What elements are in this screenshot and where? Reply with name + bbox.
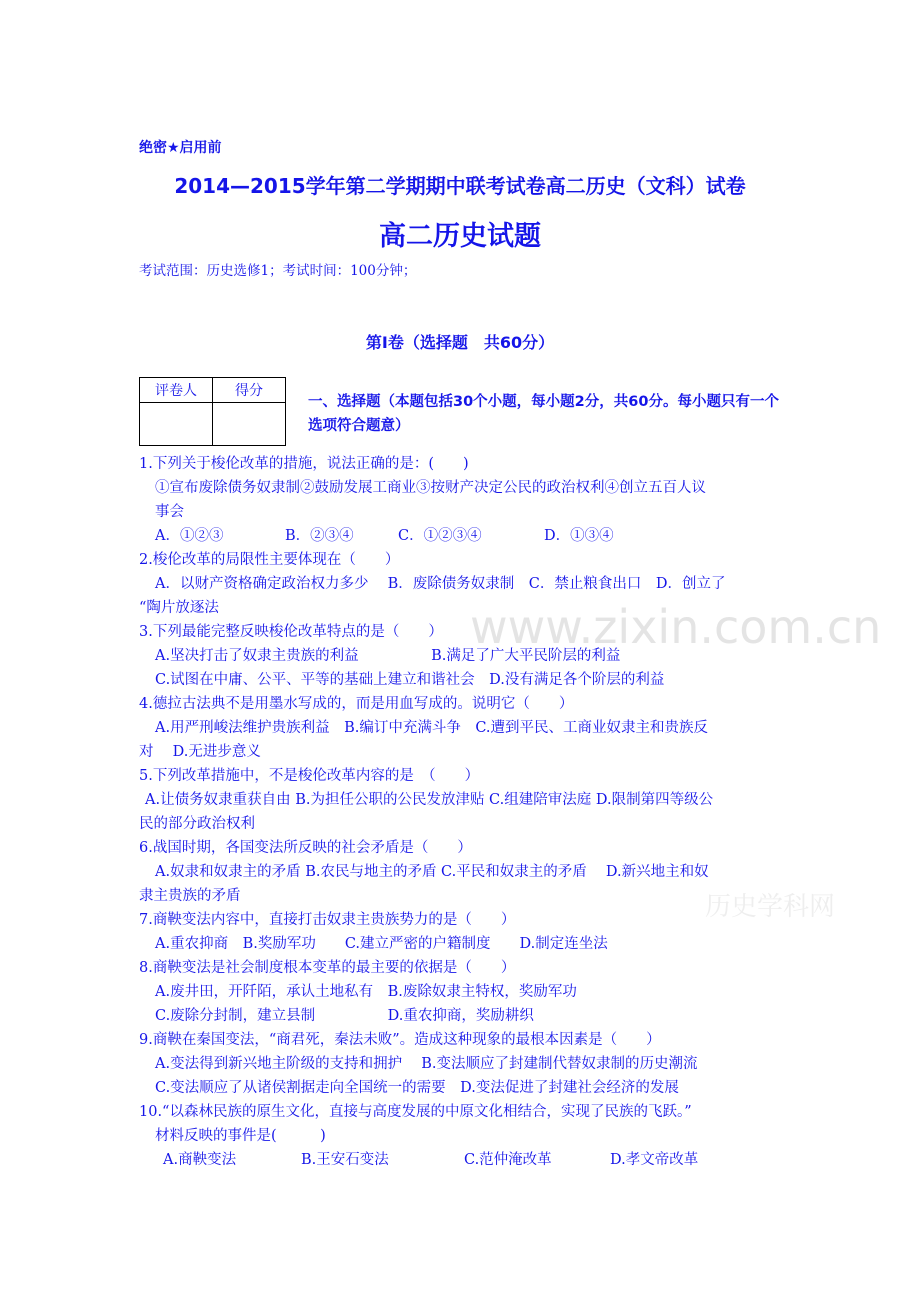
question-4 <box>139 692 789 764</box>
question-stem: 6.战国时期，各国变法所反映的社会矛盾是（ ） <box>139 840 472 856</box>
question-stem: 4.德拉古法典不是用墨水写成的，而是用血写成的。说明它（ ） <box>139 696 574 712</box>
question-line: 隶主贵族的矛盾 <box>139 888 241 904</box>
question-line: A.重农抑商 B.奖励军功 C.建立严密的户籍制度 D.制定连坐法 <box>155 936 608 952</box>
option-a: A.商鞅变法 <box>163 1152 237 1168</box>
question-line: ①宣布废除债务奴隶制②鼓励发展工商业③按财产决定公民的政治权利④创立五百人议 <box>155 480 706 496</box>
option-b: B.王安石变法 <box>301 1152 389 1168</box>
question-stem: 3.下列最能完整反映梭伦改革特点的是（ ） <box>139 624 443 640</box>
question-2 <box>139 548 789 620</box>
question-stem: 7.商鞅变法内容中，直接打击奴隶主贵族势力的是（ ） <box>139 912 516 928</box>
exam-scope: 考试范围：历史选修1；考试时间：100分钟； <box>139 263 417 279</box>
question-line: 材料反映的事件是( ) <box>155 1128 326 1144</box>
question-stem: 1.下列关于梭伦改革的措施，说法正确的是：( ) <box>139 456 469 472</box>
option-d: D.孝文帝改革 <box>610 1152 699 1168</box>
question-stem: 8.商鞅变法是社会制度根本变革的最主要的依据是（ ） <box>139 960 516 976</box>
option-c: C．①②③④ <box>398 528 482 544</box>
question-line: C.废除分封制，建立县制 D.重农抑商，奖励耕织 <box>155 1008 534 1024</box>
question-8 <box>139 956 789 1028</box>
question-line: C.变法顺应了从诸侯割据走向全国统一的需要 D.变法促进了封建社会经济的发展 <box>155 1080 679 1096</box>
option-c: C.范仲淹改革 <box>464 1152 552 1168</box>
question-stem: 10.“以森林民族的原生文化，直接与高度发展的中原文化相结合，实现了民族的飞跃。” <box>139 1104 692 1120</box>
question-stem: 5.下列改革措施中，不是梭伦改革内容的是 （ ） <box>139 768 480 784</box>
question-stem: 2.梭伦改革的局限性主要体现在（ ） <box>139 552 400 568</box>
question-line: A.让债务奴隶重获自由 B.为担任公职的公民发放津贴 C.组建陪审法庭 D.限制第四等级公 <box>145 792 714 808</box>
options-row <box>139 1148 789 1172</box>
question-line: A.用严刑峻法维护贵族利益 B.编订中充满斗争 C.遭到平民、工商业奴隶主和贵族反 <box>155 720 709 736</box>
question-6 <box>139 836 789 908</box>
question-line: “陶片放逐法 <box>139 600 219 616</box>
question-3 <box>139 620 789 692</box>
question-line: 事会 <box>155 504 184 520</box>
watermark-secondary: 历史学科网 <box>705 892 836 922</box>
option-b: B．②③④ <box>285 528 354 544</box>
question-line: C.试图在中庸、公平、平等的基础上建立和谐社会 D.没有满足各个阶层的利益 <box>155 672 665 688</box>
question-10 <box>139 1100 789 1172</box>
question-stem: 9.商鞅在秦国变法，“商君死，秦法未败”。造成这种现象的最根本因素是（ ） <box>139 1032 661 1048</box>
options-row <box>139 524 789 548</box>
section-heading: 一、选择题（本题包括30个小题，每小题2分，共60分。每小题只有一个选项符合题意） <box>308 394 779 434</box>
question-line: A．以财产资格确定政治权力多少 B．废除债务奴隶制 C．禁止粮食出口 D．创立了 <box>155 576 726 592</box>
part-heading: 第Ⅰ卷（选择题 共60分） <box>365 333 555 352</box>
exam-title: 2014—2015学年第二学期期中联考试卷高二历史（文科）试卷 <box>174 174 746 198</box>
option-a: A．①②③ <box>155 528 224 544</box>
watermark: www.zixin.com.cn <box>470 600 882 654</box>
option-d: D．①③④ <box>544 528 614 544</box>
exam-subtitle: 高二历史试题 <box>379 221 541 252</box>
grader-cell <box>140 403 213 446</box>
score-header: 得分 <box>213 378 286 403</box>
score-table <box>139 377 286 446</box>
question-line: A.变法得到新兴地主阶级的支持和拥护 B.变法顺应了封建制代替奴隶制的历史潮流 <box>155 1056 698 1072</box>
question-line: 对 D.无进步意义 <box>139 744 261 760</box>
question-5 <box>139 764 789 836</box>
question-7 <box>139 908 789 956</box>
question-line: 民的部分政治权利 <box>139 816 255 832</box>
question-1 <box>139 452 789 548</box>
secret-label: 绝密★启用前 <box>139 140 222 156</box>
question-line: A.废井田，开阡陌，承认土地私有 B.废除奴隶主特权，奖励军功 <box>155 984 577 1000</box>
question-9 <box>139 1028 789 1100</box>
question-line: A.坚决打击了奴隶主贵族的利益 B.满足了广大平民阶层的利益 <box>155 648 621 664</box>
grader-header: 评卷人 <box>140 378 213 403</box>
question-line: A.奴隶和奴隶主的矛盾 B.农民与地主的矛盾 C.平民和奴隶主的矛盾 D.新兴地主和奴 <box>155 864 709 880</box>
score-cell <box>213 403 286 446</box>
